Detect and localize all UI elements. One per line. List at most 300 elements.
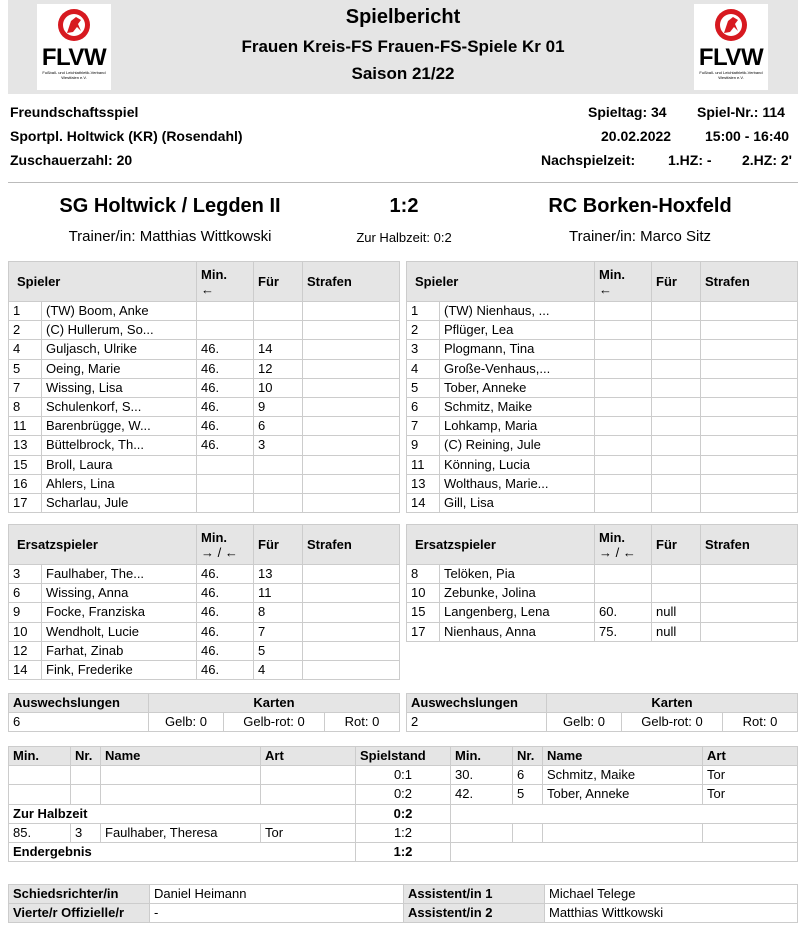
event-label: Zur Halbzeit: [9, 804, 356, 823]
event-score: 1:2: [356, 823, 451, 842]
away-name-header: Name: [543, 747, 703, 766]
for-number: [652, 493, 701, 512]
extra-time-label: Nachspielzeit:: [541, 152, 636, 168]
table-row: [9, 641, 400, 660]
table-row: [407, 455, 798, 474]
table-row: [407, 359, 798, 378]
minute: 46.: [197, 340, 254, 359]
for-number: 11: [254, 584, 303, 603]
minute: [595, 321, 652, 340]
event-row: [9, 785, 798, 804]
assistant1-label: Assistent/in 1: [404, 885, 545, 904]
table-row: [407, 321, 798, 340]
player-number: 8: [407, 565, 440, 584]
minute: [595, 378, 652, 397]
player-name: Farhat, Zinab: [42, 641, 197, 660]
player-name: (C) Reining, Jule: [440, 436, 595, 455]
minute: 46.: [197, 584, 254, 603]
for-number: [652, 584, 701, 603]
divider: [8, 182, 798, 183]
minute: [197, 474, 254, 493]
player-number: 10: [407, 584, 440, 603]
home-minute: 85.: [9, 823, 71, 842]
player-name: Zebunke, Jolina: [440, 584, 595, 603]
penalties: [701, 417, 798, 436]
min-label: Min.: [201, 266, 227, 282]
player-number: 4: [407, 359, 440, 378]
minute: [197, 302, 254, 321]
for-number: [652, 455, 701, 474]
fourth-official-name: -: [150, 904, 404, 923]
min-arrow: ←: [599, 281, 612, 297]
away-summary-table: [406, 693, 798, 732]
minute: [197, 493, 254, 512]
minute: [595, 436, 652, 455]
player-name: (TW) Boom, Anke: [42, 302, 197, 321]
for-number: 4: [254, 660, 303, 679]
minute-header: [595, 525, 652, 565]
minute: [595, 493, 652, 512]
player-name: Nienhaus, Anna: [440, 622, 595, 641]
player-name: Oeing, Marie: [42, 359, 197, 378]
final-score: 1:2: [389, 195, 419, 217]
penalties-header: Strafen: [303, 262, 400, 302]
referee-label: Schiedsrichter/in: [9, 885, 150, 904]
minute: [595, 584, 652, 603]
home-summary-table: [8, 693, 400, 732]
penalties: [303, 474, 400, 493]
cards-header: Karten: [547, 694, 798, 713]
assistant1-name: Michael Telege: [545, 885, 798, 904]
table-row: [9, 340, 400, 359]
event-score: 1:2: [356, 842, 451, 861]
for-number: null: [652, 603, 701, 622]
penalties: [701, 436, 798, 455]
player-number: 15: [407, 603, 440, 622]
player-name: Scharlau, Jule: [42, 493, 197, 512]
penalties: [303, 493, 400, 512]
penalties: [303, 641, 400, 660]
player-number: 16: [9, 474, 42, 493]
away-number: [513, 823, 543, 842]
yellow-red-cards: Gelb-rot: 0: [224, 713, 325, 732]
for-number: 5: [254, 641, 303, 660]
penalties: [701, 397, 798, 416]
penalties: [303, 436, 400, 455]
for-number: 7: [254, 622, 303, 641]
player-name: Focke, Franziska: [42, 603, 197, 622]
away-type: Tor: [703, 785, 798, 804]
table-header: [407, 262, 798, 302]
players-header: Spieler: [407, 262, 595, 302]
minute-header: [595, 262, 652, 302]
penalties: [701, 359, 798, 378]
min-label: Min.: [599, 266, 625, 282]
player-number: 1: [9, 302, 42, 321]
minute: [595, 455, 652, 474]
player-name: Pflüger, Lea: [440, 321, 595, 340]
player-number: 3: [407, 340, 440, 359]
player-number: 5: [407, 378, 440, 397]
penalties: [701, 493, 798, 512]
minute-header: [197, 262, 254, 302]
player-number: 14: [9, 660, 42, 679]
penalties: [701, 474, 798, 493]
home-minute-header: Min.: [9, 747, 71, 766]
for-number: [254, 493, 303, 512]
minute: 46.: [197, 436, 254, 455]
substitutions-header: Auswechslungen: [9, 694, 149, 713]
score-header: Spielstand: [356, 747, 451, 766]
match-number: Spiel-Nr.: 114: [697, 104, 785, 120]
event-filler: [451, 842, 798, 861]
for-number: 8: [254, 603, 303, 622]
penalties: [303, 584, 400, 603]
penalties: [303, 603, 400, 622]
minute: [595, 397, 652, 416]
home-lineup-table: [8, 261, 400, 513]
player-name: Gill, Lisa: [440, 493, 595, 512]
fourth-official-label: Vierte/r Offizielle/r: [9, 904, 150, 923]
halftime-score: Zur Halbzeit: 0:2: [356, 230, 452, 245]
penalties: [701, 340, 798, 359]
minute: 46.: [197, 397, 254, 416]
for-header: Für: [254, 262, 303, 302]
page-title: Spielbericht: [345, 6, 461, 28]
home-name: [101, 785, 261, 804]
for-number: [652, 359, 701, 378]
away-substitutes-table: [406, 524, 798, 642]
player-number: 8: [9, 397, 42, 416]
minute: 46.: [197, 660, 254, 679]
event-row: [9, 842, 798, 861]
table-row: [9, 378, 400, 397]
away-trainer: Trainer/in: Marco Sitz: [569, 228, 711, 245]
home-type: [261, 766, 356, 785]
penalties: [701, 378, 798, 397]
player-number: 7: [407, 417, 440, 436]
table-row: [407, 584, 798, 603]
away-type-header: Art: [703, 747, 798, 766]
player-name: Tober, Anneke: [440, 378, 595, 397]
table-row: [407, 603, 798, 622]
minute: [595, 302, 652, 321]
table-header: [407, 525, 798, 565]
table-row: [407, 340, 798, 359]
table-row: [9, 302, 400, 321]
minute: 75.: [595, 622, 652, 641]
player-name: Schmitz, Maike: [440, 397, 595, 416]
referee-name: Daniel Heimann: [150, 885, 404, 904]
match-type: Freundschaftsspiel: [10, 104, 139, 120]
home-number: [71, 766, 101, 785]
for-number: 13: [254, 565, 303, 584]
home-trainer: Trainer/in: Matthias Wittkowski: [68, 228, 272, 245]
home-number: [71, 785, 101, 804]
report-header: [8, 0, 798, 94]
player-number: 9: [9, 603, 42, 622]
event-score: 0:2: [356, 804, 451, 823]
away-number: 5: [513, 785, 543, 804]
player-number: 11: [407, 455, 440, 474]
player-name: Guljasch, Ulrike: [42, 340, 197, 359]
player-number: 7: [9, 378, 42, 397]
for-header: Für: [254, 525, 303, 565]
table-row: [9, 660, 400, 679]
penalties: [303, 622, 400, 641]
event-filler: [451, 804, 798, 823]
table-header: [9, 747, 798, 766]
penalties: [701, 603, 798, 622]
player-name: Wissing, Lisa: [42, 378, 197, 397]
table-row: [407, 474, 798, 493]
table-row: [9, 321, 400, 340]
away-name: [543, 823, 703, 842]
player-name: Fink, Frederike: [42, 660, 197, 679]
home-name: Faulhaber, Theresa: [101, 823, 261, 842]
player-name: (TW) Nienhaus, ...: [440, 302, 595, 321]
for-number: [652, 378, 701, 397]
players-header: Spieler: [9, 262, 197, 302]
home-number: 3: [71, 823, 101, 842]
for-number: 6: [254, 417, 303, 436]
for-number: 3: [254, 436, 303, 455]
player-name: Wolthaus, Marie...: [440, 474, 595, 493]
event-score: 0:1: [356, 766, 451, 785]
for-number: 12: [254, 359, 303, 378]
logo-text: FLVW: [698, 44, 764, 71]
player-number: 5: [9, 359, 42, 378]
event-row: [9, 804, 798, 823]
table-row: [407, 397, 798, 416]
min-arrow: ←: [201, 281, 214, 297]
spectators: Zuschauerzahl: 20: [10, 152, 133, 168]
minute: [197, 321, 254, 340]
logo-subtext: Fußball- und Leichtathletik-Verband Westfalen e.V.: [699, 70, 763, 80]
away-minute: 30.: [451, 766, 513, 785]
player-number: 1: [407, 302, 440, 321]
penalties-header: Strafen: [303, 525, 400, 565]
cards-header: Karten: [149, 694, 400, 713]
penalties-header: Strafen: [701, 262, 798, 302]
table-row: [407, 417, 798, 436]
for-number: 10: [254, 378, 303, 397]
flvw-logo-right: [694, 4, 768, 90]
player-name: (C) Hullerum, So...: [42, 321, 197, 340]
substitutes-header: Ersatzspieler: [9, 525, 197, 565]
player-name: Wendholt, Lucie: [42, 622, 197, 641]
player-number: 3: [9, 565, 42, 584]
player-name: Büttelbrock, Th...: [42, 436, 197, 455]
min-label: Min.: [201, 529, 227, 545]
minute: [595, 340, 652, 359]
table-row: [9, 417, 400, 436]
player-number: 14: [407, 493, 440, 512]
match-time: 15:00 - 16:40: [705, 128, 790, 144]
table-row: [407, 622, 798, 641]
min-label: Min.: [599, 529, 625, 545]
event-label: Endergebnis: [9, 842, 356, 861]
home-name-header: Name: [101, 747, 261, 766]
table-row: [9, 359, 400, 378]
table-row: [9, 474, 400, 493]
table-row: [9, 493, 400, 512]
penalties: [303, 302, 400, 321]
red-cards: Rot: 0: [723, 713, 798, 732]
player-name: Große-Venhaus,...: [440, 359, 595, 378]
for-number: [652, 397, 701, 416]
away-minute: 42.: [451, 785, 513, 804]
table-row: [407, 302, 798, 321]
minute: 46.: [197, 641, 254, 660]
player-number: 13: [407, 474, 440, 493]
player-number: 6: [9, 584, 42, 603]
penalties: [701, 455, 798, 474]
yellow-cards: Gelb: 0: [547, 713, 622, 732]
home-type: Tor: [261, 823, 356, 842]
minute: [595, 417, 652, 436]
assistant2-name: Matthias Wittkowski: [545, 904, 798, 923]
goal-events-table: [8, 746, 798, 862]
table-row: [9, 584, 400, 603]
matchday: Spieltag: 34: [588, 104, 667, 120]
table-row: [407, 493, 798, 512]
away-minute-header: Min.: [451, 747, 513, 766]
player-name: Ahlers, Lina: [42, 474, 197, 493]
player-number: 15: [9, 455, 42, 474]
penalties: [303, 565, 400, 584]
minute: [595, 359, 652, 378]
minute: 46.: [197, 603, 254, 622]
player-name: Könning, Lucia: [440, 455, 595, 474]
for-number: [254, 302, 303, 321]
for-number: null: [652, 622, 701, 641]
player-name: Plogmann, Tina: [440, 340, 595, 359]
player-name: Lohkamp, Maria: [440, 417, 595, 436]
for-number: [652, 417, 701, 436]
player-name: Schulenkorf, S...: [42, 397, 197, 416]
player-number: 2: [9, 321, 42, 340]
substitutes-header: Ersatzspieler: [407, 525, 595, 565]
minute: 46.: [197, 359, 254, 378]
player-number: 6: [407, 397, 440, 416]
home-type-header: Art: [261, 747, 356, 766]
red-cards: Rot: 0: [325, 713, 400, 732]
venue: Sportpl. Holtwick (KR) (Rosendahl): [10, 128, 243, 144]
player-number: 12: [9, 641, 42, 660]
away-lineup-table: [406, 261, 798, 513]
penalties: [303, 321, 400, 340]
penalties-header: Strafen: [701, 525, 798, 565]
for-number: [652, 340, 701, 359]
for-number: [652, 474, 701, 493]
minute: 46.: [197, 417, 254, 436]
table-row: [407, 378, 798, 397]
for-number: [652, 436, 701, 455]
penalties: [701, 622, 798, 641]
min-arrow: → / ←: [599, 544, 636, 560]
penalties: [701, 302, 798, 321]
for-number: [652, 302, 701, 321]
minute: [197, 455, 254, 474]
minute: [595, 474, 652, 493]
away-number-header: Nr.: [513, 747, 543, 766]
player-name: Faulhaber, The...: [42, 565, 197, 584]
table-header: [9, 525, 400, 565]
minute: 60.: [595, 603, 652, 622]
home-type: [261, 785, 356, 804]
table-header: [9, 262, 400, 302]
player-number: 13: [9, 436, 42, 455]
penalties: [303, 397, 400, 416]
penalties: [701, 565, 798, 584]
player-number: 9: [407, 436, 440, 455]
for-number: 9: [254, 397, 303, 416]
for-header: Für: [652, 525, 701, 565]
player-name: Barenbrügge, W...: [42, 417, 197, 436]
away-team-name: RC Borken-Hoxfeld: [548, 195, 732, 217]
substitutions-count: 6: [9, 713, 149, 732]
minute: [595, 565, 652, 584]
logo-subtext: Fußball- und Leichtathletik-Verband Westfalen e.V.: [42, 70, 106, 80]
table-row: [9, 397, 400, 416]
horse-crest-icon: [714, 7, 748, 45]
yellow-cards: Gelb: 0: [149, 713, 224, 732]
player-number: 17: [9, 493, 42, 512]
match-date: 20.02.2022: [601, 128, 672, 144]
home-team-name: SG Holtwick / Legden II: [59, 195, 281, 217]
officials-table: [8, 884, 798, 923]
penalties: [303, 417, 400, 436]
for-number: [254, 321, 303, 340]
table-row: [9, 565, 400, 584]
substitutions-header: Auswechslungen: [407, 694, 547, 713]
yellow-red-cards: Gelb-rot: 0: [622, 713, 723, 732]
away-type: Tor: [703, 766, 798, 785]
away-type: [703, 823, 798, 842]
minute-header: [197, 525, 254, 565]
table-row: [9, 436, 400, 455]
home-name: [101, 766, 261, 785]
table-row: [9, 455, 400, 474]
event-row: [9, 766, 798, 785]
minute: 46.: [197, 565, 254, 584]
player-name: Broll, Laura: [42, 455, 197, 474]
extra-time-second-half: 2.HZ: 2': [742, 152, 793, 168]
home-substitutes-table: [8, 524, 400, 680]
player-number: 4: [9, 340, 42, 359]
minute: 46.: [197, 378, 254, 397]
for-number: 14: [254, 340, 303, 359]
event-score: 0:2: [356, 785, 451, 804]
league-name: Frauen Kreis-FS Frauen-FS-Spiele Kr 01: [241, 37, 565, 56]
player-name: Langenberg, Lena: [440, 603, 595, 622]
assistant2-label: Assistent/in 2: [404, 904, 545, 923]
season: Saison 21/22: [351, 64, 455, 83]
table-row: [407, 565, 798, 584]
penalties: [303, 660, 400, 679]
home-minute: [9, 766, 71, 785]
away-number: 6: [513, 766, 543, 785]
min-arrow: → / ←: [201, 544, 238, 560]
minute: 46.: [197, 622, 254, 641]
for-number: [254, 474, 303, 493]
penalties: [701, 321, 798, 340]
penalties: [701, 584, 798, 603]
player-number: 10: [9, 622, 42, 641]
away-name: Tober, Anneke: [543, 785, 703, 804]
penalties: [303, 378, 400, 397]
